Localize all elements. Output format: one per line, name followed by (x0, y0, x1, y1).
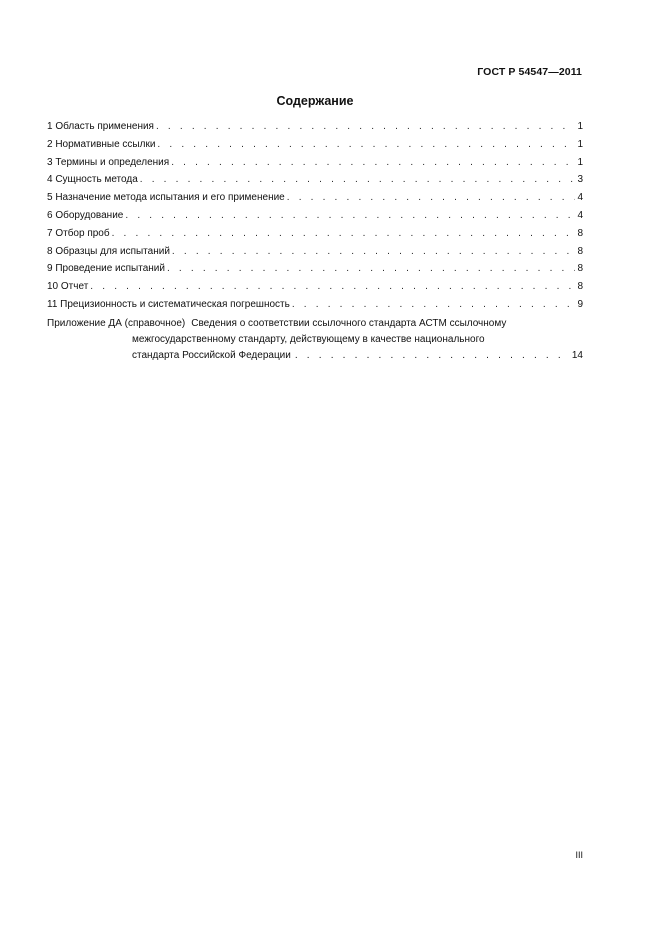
toc-entry-label: 9 Проведение испытаний (47, 263, 165, 275)
toc-leader-dots (287, 192, 576, 203)
page-title: Содержание (276, 94, 354, 108)
appendix-prefix: Приложение ДА (справочное) (47, 318, 186, 329)
toc-entry-page: 8 (577, 263, 583, 275)
toc-entry-label: 11 Прецизионность и систематическая погрешность (47, 298, 290, 310)
toc-leader-dots (90, 281, 575, 292)
toc-entry[interactable] (47, 121, 583, 139)
toc-entry-page: 8 (577, 281, 583, 293)
toc-entry-label: 5 Назначение метода испытания и его применение (47, 192, 285, 204)
toc-entry-label: 7 Отбор проб (47, 227, 110, 239)
toc-entry-label: 8 Образцы для испытаний (47, 245, 170, 257)
document-number: ГОСТ Р 54547—2011 (477, 66, 582, 78)
toc-leader-dots (295, 350, 568, 361)
toc-entry-page: 3 (577, 174, 583, 186)
toc-appendix-entry[interactable] (47, 318, 583, 366)
toc-entry[interactable] (47, 281, 583, 299)
toc-entry-label: 1 Область применения (47, 121, 154, 132)
toc-entry-page: 8 (577, 227, 583, 239)
toc-leader-dots (125, 210, 575, 221)
toc-leader-dots (157, 139, 575, 150)
toc-entry-page: 8 (577, 245, 583, 257)
appendix-title-line-3: стандарта Российской Федерации (132, 350, 291, 361)
toc-entry[interactable] (47, 157, 583, 175)
toc-entry-page: 9 (577, 298, 583, 310)
table-of-contents (47, 121, 583, 317)
toc-entry-label: 10 Отчет (47, 281, 89, 293)
toc-entry-page: 1 (577, 138, 583, 150)
toc-entry-page: 1 (577, 121, 583, 132)
page-number: III (575, 850, 583, 860)
appendix-title-line-2: межгосударственному стандарту, действующему в качестве национального (132, 334, 485, 345)
toc-leader-dots (167, 263, 575, 274)
appendix-title-line-1: Сведения о соответствии ссылочного стандарта АСТМ ссылочному (191, 318, 507, 329)
toc-entry-label: 2 Нормативные ссылки (47, 138, 156, 150)
toc-entry[interactable] (47, 246, 583, 264)
toc-leader-dots (156, 121, 575, 132)
appendix-page: 14 (571, 350, 583, 361)
toc-entry[interactable] (47, 192, 583, 210)
toc-entry-label: 3 Термины и определения (47, 156, 170, 168)
toc-entry-page: 4 (577, 192, 583, 204)
toc-leader-dots (140, 174, 576, 185)
toc-entry[interactable] (47, 299, 583, 317)
toc-leader-dots (112, 228, 576, 239)
toc-entry[interactable] (47, 210, 583, 228)
toc-entry[interactable] (47, 174, 583, 192)
toc-entry[interactable] (47, 263, 583, 281)
toc-leader-dots (172, 246, 576, 257)
toc-entry[interactable] (47, 228, 583, 246)
toc-entry-label: 4 Сущность метода (47, 174, 138, 186)
toc-entry[interactable] (47, 139, 583, 157)
toc-entry-label: 6 Оборудование (47, 209, 124, 221)
toc-leader-dots (171, 157, 575, 168)
toc-entry-page: 1 (577, 156, 583, 168)
toc-entry-page: 4 (577, 209, 583, 221)
toc-leader-dots (292, 299, 576, 310)
